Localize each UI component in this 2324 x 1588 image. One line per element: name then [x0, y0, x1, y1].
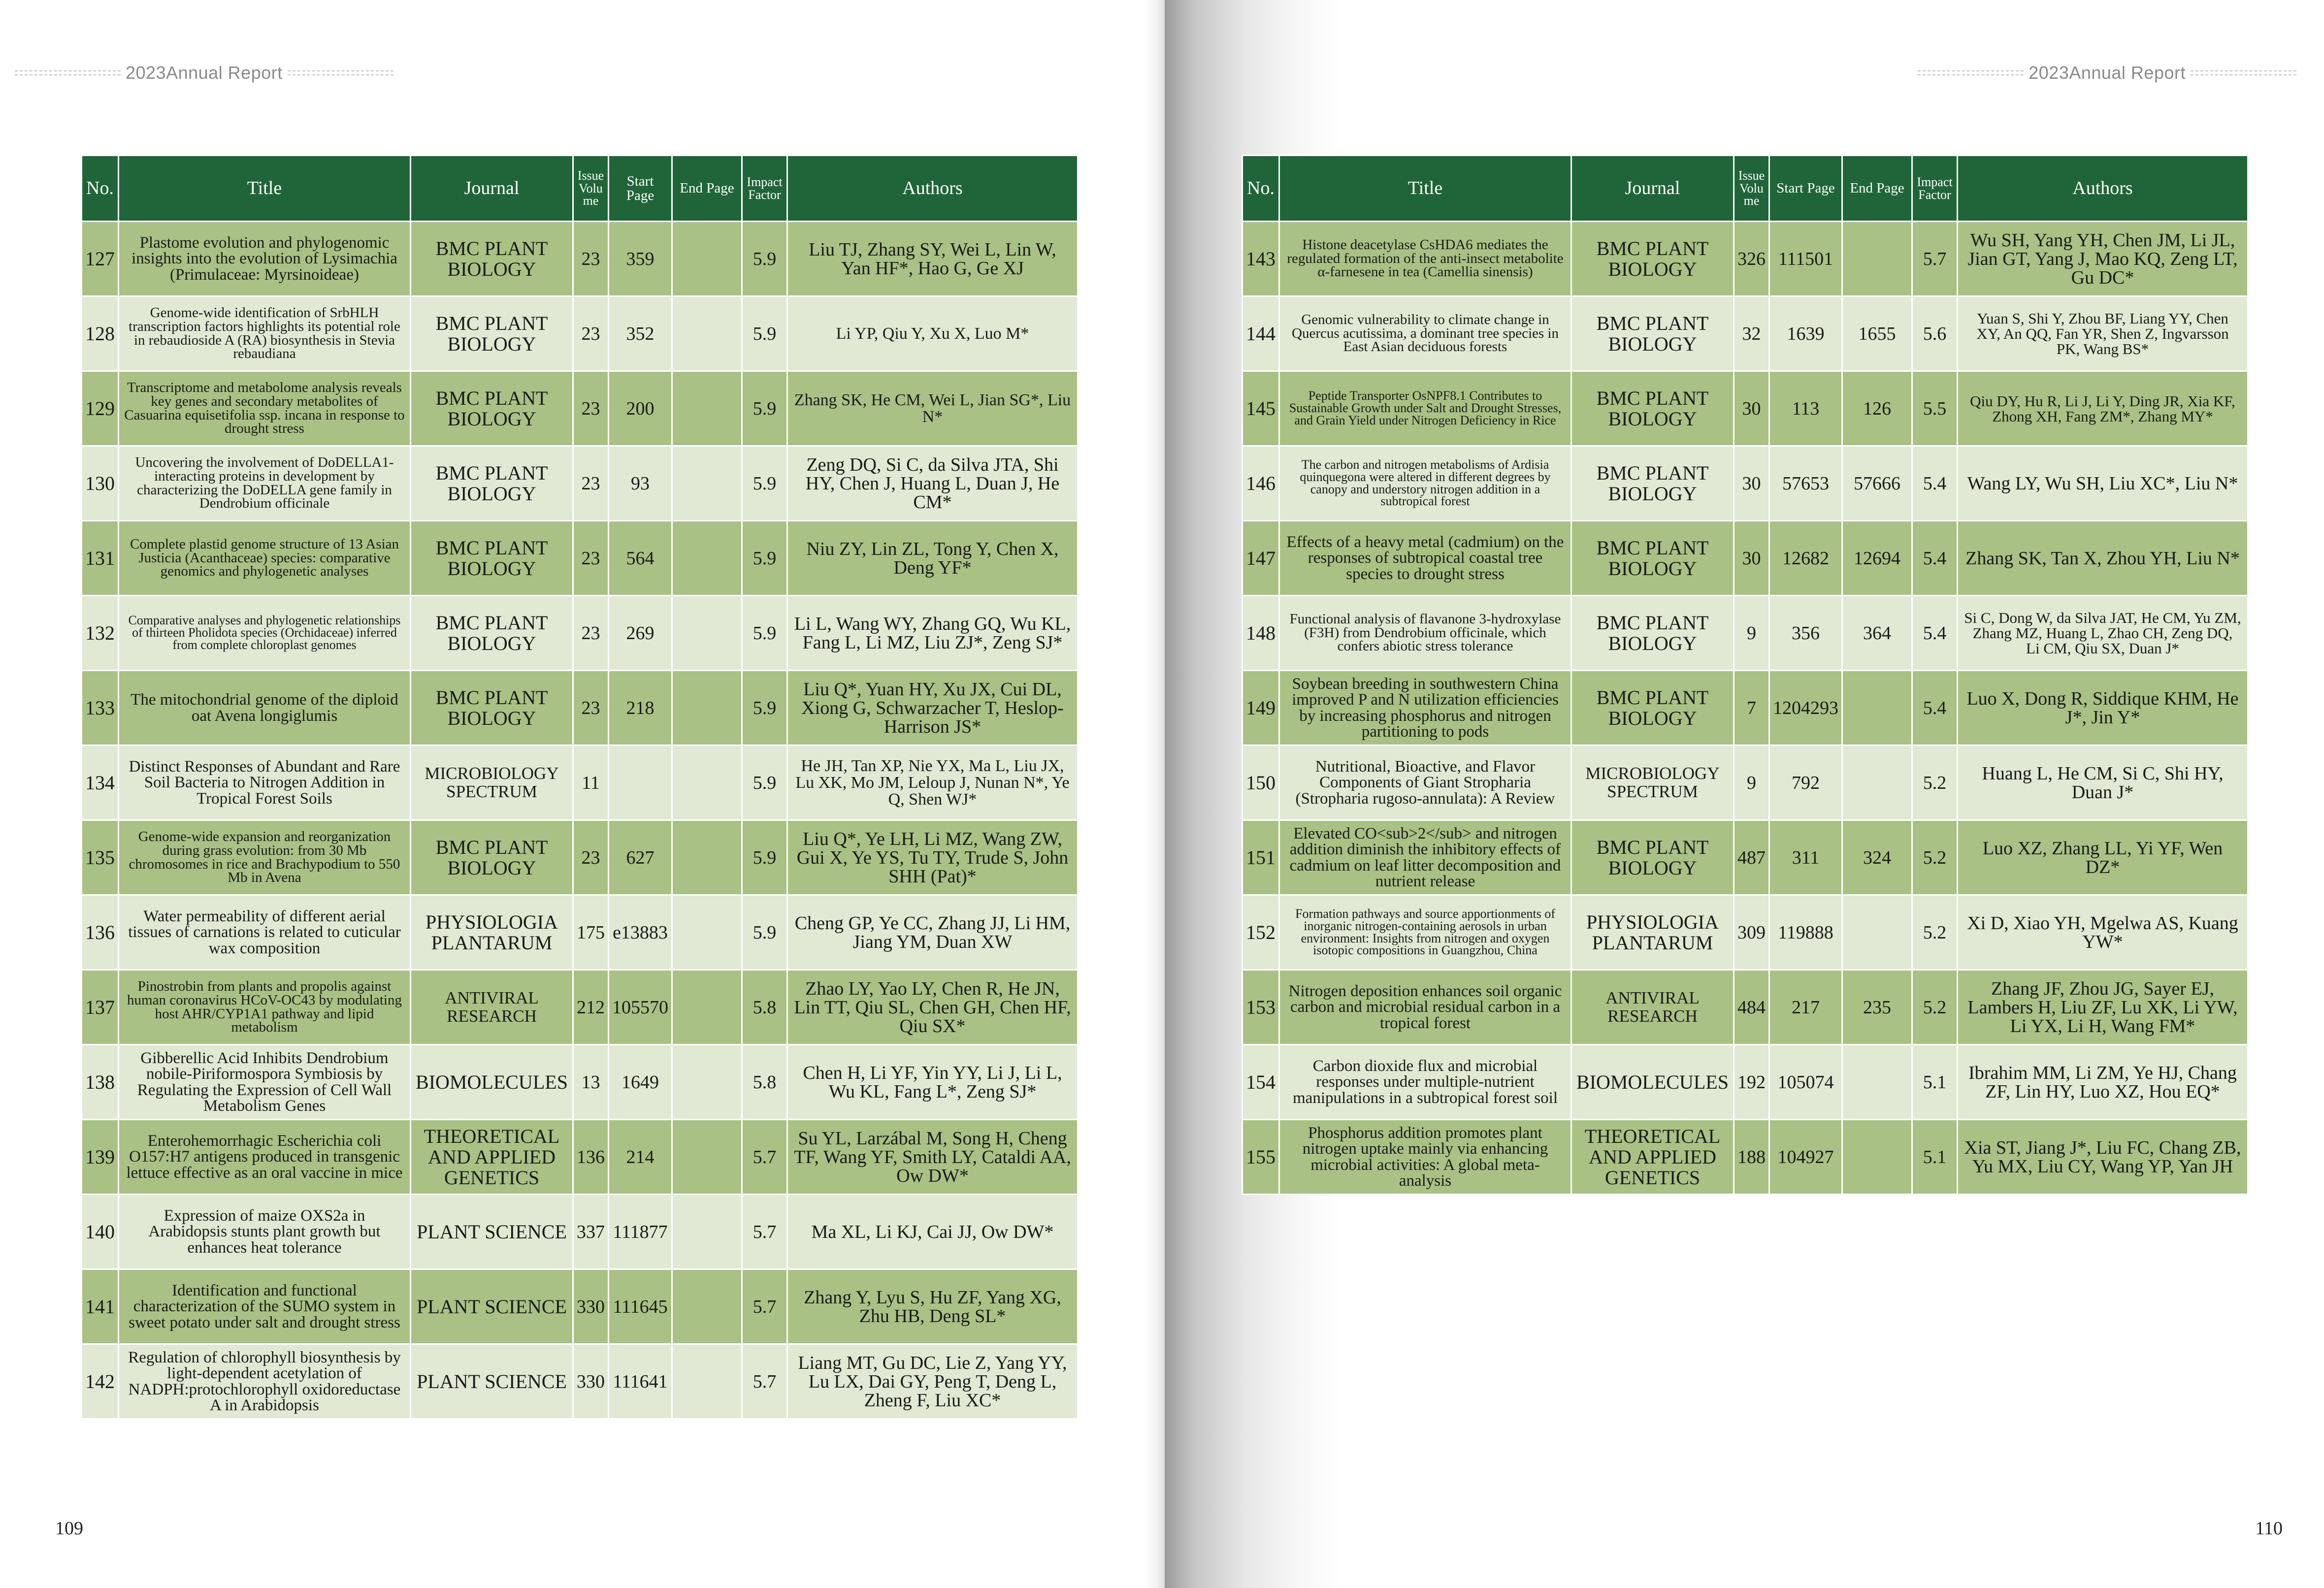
cell-no: 137	[82, 970, 119, 1045]
cell-end-page	[1842, 1045, 1912, 1120]
cell-issue: 330	[573, 1269, 609, 1344]
table-row	[82, 296, 1078, 371]
cell-start-page: 113	[1769, 371, 1842, 446]
cell-no: 139	[82, 1120, 119, 1195]
cell-start-page: 111501	[1769, 222, 1842, 296]
cell-authors: Qiu DY, Hu R, Li J, Li Y, Ding JR, Xia KF, Zhong XH, Fang ZM*, Zhang MY*	[1958, 371, 2248, 446]
cell-authors: Liu Q*, Yuan HY, Xu JX, Cui DL, Xiong G, Schwarzacher T, Heslop-Harrison JS*	[787, 671, 1078, 745]
cell-title: Genome-wide expansion and reorganization during grass evolution: from 30 Mb chromosomes in rice and Brachypodium to 550 Mb in Avena	[119, 820, 411, 895]
cell-start-page: 356	[1769, 596, 1842, 671]
right-page	[1165, 0, 2324, 1588]
cell-start-page: 119888	[1769, 895, 1842, 970]
cell-journal: BMC PLANT BIOLOGY	[1571, 446, 1734, 521]
cell-no: 133	[82, 671, 119, 745]
cell-end-page	[672, 446, 742, 521]
cell-no: 135	[82, 820, 119, 895]
cell-impact-factor: 5.9	[742, 222, 787, 296]
cell-issue: 23	[573, 296, 609, 371]
cell-title: Distinct Responses of Abundant and Rare Soil Bacteria to Nitrogen Addition in Tropical Forest Soils	[119, 745, 411, 820]
table-row	[82, 820, 1078, 895]
cell-start-page: 214	[609, 1120, 672, 1195]
col-header-journal: Journal	[1571, 156, 1734, 222]
cell-authors: Wang LY, Wu SH, Liu XC*, Liu N*	[1958, 446, 2248, 521]
cell-title: Functional analysis of flavanone 3-hydroxylase (F3H) from Dendrobium officinale, which confers abiotic stress tolerance	[1279, 596, 1571, 671]
cell-journal: BMC PLANT BIOLOGY	[411, 596, 573, 671]
cell-title: Comparative analyses and phylogenetic relationships of thirteen Pholidota species (Orchidaceae) inferred from complete chloroplast genomes	[119, 596, 411, 671]
cell-issue: 337	[573, 1195, 609, 1269]
cell-journal: PLANT SCIENCE	[411, 1269, 573, 1344]
cell-authors: Si C, Dong W, da Silva JAT, He CM, Yu ZM, Zhang MZ, Huang L, Zhao CH, Zeng DQ, Li CM, Qiu SX, Duan J*	[1958, 596, 2248, 671]
cell-end-page: 324	[1842, 820, 1912, 895]
cell-issue: 23	[573, 371, 609, 446]
cell-end-page	[672, 1045, 742, 1120]
cell-no: 140	[82, 1195, 119, 1269]
page-gutter-shadow	[1145, 0, 1165, 1588]
cell-start-page: 1204293	[1769, 671, 1842, 745]
table-row	[82, 1120, 1078, 1195]
cell-impact-factor: 5.2	[1912, 745, 1958, 820]
cell-no: 154	[1243, 1045, 1279, 1120]
cell-issue: 487	[1734, 820, 1769, 895]
table-row	[82, 222, 1078, 296]
col-header-start: Start Page	[609, 156, 672, 222]
cell-authors: Niu ZY, Lin ZL, Tong Y, Chen X, Deng YF*	[787, 521, 1078, 596]
cell-no: 147	[1243, 521, 1279, 596]
cell-impact-factor: 5.4	[1912, 521, 1958, 596]
cell-end-page	[1842, 1120, 1912, 1195]
cell-issue: 13	[573, 1045, 609, 1120]
table-row	[82, 970, 1078, 1045]
cell-impact-factor: 5.1	[1912, 1120, 1958, 1195]
report-title: 2023Annual Report	[126, 63, 283, 83]
cell-authors: Zeng DQ, Si C, da Silva JTA, Shi HY, Chen J, Huang L, Duan J, He CM*	[787, 446, 1078, 521]
cell-end-page	[672, 1120, 742, 1195]
cell-start-page: 792	[1769, 745, 1842, 820]
cell-issue: 9	[1734, 596, 1769, 671]
cell-journal: PLANT SCIENCE	[411, 1344, 573, 1419]
col-header-title: Title	[1279, 156, 1571, 222]
cell-authors: Huang L, He CM, Si C, Shi HY, Duan J*	[1958, 745, 2248, 820]
cell-start-page: 564	[609, 521, 672, 596]
cell-no: 141	[82, 1269, 119, 1344]
table-row	[82, 1045, 1078, 1120]
table-row	[82, 671, 1078, 745]
cell-start-page: 12682	[1769, 521, 1842, 596]
cell-title: Uncovering the involvement of DoDELLA1-interacting proteins in development by characterizing the DoDELLA gene family in Dendrobium officinale	[119, 446, 411, 521]
cell-impact-factor: 5.4	[1912, 671, 1958, 745]
cell-start-page: 218	[609, 671, 672, 745]
cell-issue: 30	[1734, 446, 1769, 521]
cell-title: Genomic vulnerability to climate change in Quercus acutissima, a dominant tree species in East Asian deciduous forests	[1279, 296, 1571, 371]
table-row	[82, 371, 1078, 446]
cell-authors: Yuan S, Shi Y, Zhou BF, Liang YY, Chen XY, An QQ, Fan YR, Shen Z, Ingvarsson PK, Wang BS*	[1958, 296, 2248, 371]
cell-impact-factor: 5.9	[742, 446, 787, 521]
col-header-impact: Impact Factor	[742, 156, 787, 222]
cell-impact-factor: 5.8	[742, 970, 787, 1045]
cell-authors: Xi D, Xiao YH, Mgelwa AS, Kuang YW*	[1958, 895, 2248, 970]
col-header-no: No.	[1243, 156, 1279, 222]
table-header-row	[82, 156, 1078, 222]
table-row	[1243, 222, 2248, 296]
table-row	[82, 596, 1078, 671]
col-header-impact: Impact Factor	[1912, 156, 1958, 222]
cell-title: Regulation of chlorophyll biosynthesis by light-dependent acetylation of NADPH:protochlorophyll oxidoreductase A in Arabidopsis	[119, 1344, 411, 1419]
cell-no: 150	[1243, 745, 1279, 820]
cell-issue: 175	[573, 895, 609, 970]
cell-end-page	[672, 1344, 742, 1419]
cell-no: 131	[82, 521, 119, 596]
table-row	[1243, 446, 2248, 521]
cell-title: Elevated CO<sub>2</sub> and nitrogen addition diminish the inhibitory effects of cadmium on leaf litter decomposition and nutrient release	[1279, 820, 1571, 895]
cell-impact-factor: 5.9	[742, 296, 787, 371]
cell-journal: PLANT SCIENCE	[411, 1195, 573, 1269]
cell-journal: PHYSIOLOGIA PLANTARUM	[411, 895, 573, 970]
cell-end-page	[672, 1195, 742, 1269]
cell-title: Transcriptome and metabolome analysis reveals key genes and secondary metabolites of Casuarina equisetifolia ssp. incana in response to drought stress	[119, 371, 411, 446]
table-header-row	[1243, 156, 2248, 222]
cell-authors: Liu Q*, Ye LH, Li MZ, Wang ZW, Gui X, Ye YS, Tu TY, Trude S, John SHH (Pat)*	[787, 820, 1078, 895]
cell-no: 136	[82, 895, 119, 970]
table-row	[1243, 745, 2248, 820]
cell-issue: 23	[573, 596, 609, 671]
cell-issue: 7	[1734, 671, 1769, 745]
cell-issue: 32	[1734, 296, 1769, 371]
cell-authors: Ma XL, Li KJ, Cai JJ, Ow DW*	[787, 1195, 1078, 1269]
cell-impact-factor: 5.2	[1912, 895, 1958, 970]
cell-impact-factor: 5.5	[1912, 371, 1958, 446]
cell-authors: Liu TJ, Zhang SY, Wei L, Lin W, Yan HF*, Hao G, Ge XJ	[787, 222, 1078, 296]
cell-end-page: 126	[1842, 371, 1912, 446]
table-row	[1243, 521, 2248, 596]
cell-impact-factor: 5.4	[1912, 596, 1958, 671]
cell-start-page: 311	[1769, 820, 1842, 895]
page-number: 110	[2255, 1518, 2283, 1539]
cell-title: Peptide Transporter OsNPF8.1 Contributes to Sustainable Growth under Salt and Drought Stresses, and Grain Yield under Nitrogen Deficiency in Rice	[1279, 371, 1571, 446]
table-row	[1243, 895, 2248, 970]
report-title: 2023Annual Report	[2029, 63, 2186, 83]
cell-no: 151	[1243, 820, 1279, 895]
cell-journal: BMC PLANT BIOLOGY	[411, 222, 573, 296]
cell-impact-factor: 5.9	[742, 820, 787, 895]
cell-title: Genome-wide identification of SrbHLH transcription factors highlights its potential role in rebaudioside A (RA) biosynthesis in Stevia rebaudiana	[119, 296, 411, 371]
table-row	[82, 1344, 1078, 1419]
publications-table	[81, 155, 1079, 1420]
cell-journal: BMC PLANT BIOLOGY	[411, 446, 573, 521]
col-header-end: End Page	[672, 156, 742, 222]
cell-journal: BMC PLANT BIOLOGY	[411, 371, 573, 446]
cell-impact-factor: 5.7	[742, 1344, 787, 1419]
cell-title: Pinostrobin from plants and propolis against human coronavirus HCoV-OC43 by modulating host AHR/CYP1A1 pathway and lipid metabolism	[119, 970, 411, 1045]
cell-title: Water permeability of different aerial tissues of carnations is related to cuticular wax composition	[119, 895, 411, 970]
cell-journal: BMC PLANT BIOLOGY	[1571, 596, 1734, 671]
cell-authors: Liang MT, Gu DC, Lie Z, Yang YY, Lu LX, Dai GY, Peng T, Deng L, Zheng F, Liu XC*	[787, 1344, 1078, 1419]
cell-issue: 136	[573, 1120, 609, 1195]
running-head	[15, 62, 393, 84]
cell-end-page	[1842, 895, 1912, 970]
table-row	[1243, 371, 2248, 446]
cell-journal: BMC PLANT BIOLOGY	[411, 296, 573, 371]
cell-title: Soybean breeding in southwestern China improved P and N utilization efficiencies by increasing phosphorus and nitrogen partitioning to pods	[1279, 671, 1571, 745]
cell-end-page	[672, 671, 742, 745]
col-header-issue: Issue Volu me	[573, 156, 609, 222]
cell-start-page: 57653	[1769, 446, 1842, 521]
cell-issue: 23	[573, 820, 609, 895]
cell-authors: Zhang SK, He CM, Wei L, Jian SG*, Liu N*	[787, 371, 1078, 446]
cell-authors: Xia ST, Jiang J*, Liu FC, Chang ZB, Yu MX, Liu CY, Wang YP, Yan JH	[1958, 1120, 2248, 1195]
cell-no: 144	[1243, 296, 1279, 371]
cell-no: 127	[82, 222, 119, 296]
cell-issue: 212	[573, 970, 609, 1045]
cell-title: Gibberellic Acid Inhibits Dendrobium nobile-Piriformospora Symbiosis by Regulating the Expression of Cell Wall Metabolism Genes	[119, 1045, 411, 1120]
cell-no: 142	[82, 1344, 119, 1419]
table-row	[1243, 296, 2248, 371]
cell-impact-factor: 5.9	[742, 371, 787, 446]
cell-title: Nitrogen deposition enhances soil organic carbon and microbial residual carbon in a tropical forest	[1279, 970, 1571, 1045]
cell-impact-factor: 5.7	[742, 1120, 787, 1195]
cell-start-page: e13883	[609, 895, 672, 970]
cell-impact-factor: 5.2	[1912, 970, 1958, 1045]
cell-journal: THEORETICAL AND APPLIED GENETICS	[411, 1120, 573, 1195]
cell-end-page	[672, 371, 742, 446]
cell-end-page	[672, 1269, 742, 1344]
cell-impact-factor: 5.7	[742, 1269, 787, 1344]
header-rule	[288, 70, 393, 75]
cell-end-page: 57666	[1842, 446, 1912, 521]
cell-impact-factor: 5.9	[742, 596, 787, 671]
cell-authors: Zhang JF, Zhou JG, Sayer EJ, Lambers H, Liu ZF, Lu XK, Li YW, Li YX, Li H, Wang FM*	[1958, 970, 2248, 1045]
running-head	[1918, 62, 2296, 84]
cell-issue: 188	[1734, 1120, 1769, 1195]
cell-impact-factor: 5.9	[742, 521, 787, 596]
cell-end-page: 364	[1842, 596, 1912, 671]
table-row	[82, 446, 1078, 521]
cell-authors: Zhang SK, Tan X, Zhou YH, Liu N*	[1958, 521, 2248, 596]
cell-issue: 484	[1734, 970, 1769, 1045]
cell-impact-factor: 5.8	[742, 1045, 787, 1120]
cell-end-page	[672, 820, 742, 895]
cell-issue: 23	[573, 222, 609, 296]
cell-end-page	[1842, 671, 1912, 745]
cell-authors: Li YP, Qiu Y, Xu X, Luo M*	[787, 296, 1078, 371]
cell-end-page	[1842, 745, 1912, 820]
cell-title: Phosphorus addition promotes plant nitrogen uptake mainly via enhancing microbial activities: A global meta-analysis	[1279, 1120, 1571, 1195]
publications-table	[1242, 155, 2249, 1195]
header-rule	[1918, 70, 2024, 75]
cell-end-page: 12694	[1842, 521, 1912, 596]
cell-end-page: 235	[1842, 970, 1912, 1045]
table-row	[1243, 671, 2248, 745]
page-number: 109	[55, 1518, 83, 1539]
cell-journal: BMC PLANT BIOLOGY	[1571, 820, 1734, 895]
cell-impact-factor: 5.2	[1912, 820, 1958, 895]
header-rule	[15, 70, 121, 75]
cell-title: Carbon dioxide flux and microbial responses under multiple-nutrient manipulations in a subtropical forest soil	[1279, 1045, 1571, 1120]
cell-impact-factor: 5.6	[1912, 296, 1958, 371]
cell-no: 128	[82, 296, 119, 371]
table-row	[82, 521, 1078, 596]
cell-no: 130	[82, 446, 119, 521]
cell-impact-factor: 5.4	[1912, 446, 1958, 521]
cell-no: 148	[1243, 596, 1279, 671]
cell-impact-factor: 5.7	[742, 1195, 787, 1269]
cell-start-page	[609, 745, 672, 820]
cell-authors: Luo X, Dong R, Siddique KHM, He J*, Jin Y*	[1958, 671, 2248, 745]
cell-journal: ANTIVIRAL RESEARCH	[411, 970, 573, 1045]
cell-start-page: 105074	[1769, 1045, 1842, 1120]
cell-no: 138	[82, 1045, 119, 1120]
cell-end-page	[672, 596, 742, 671]
cell-journal: BMC PLANT BIOLOGY	[411, 521, 573, 596]
cell-end-page	[672, 745, 742, 820]
col-header-journal: Journal	[411, 156, 573, 222]
cell-start-page: 200	[609, 371, 672, 446]
cell-end-page	[1842, 222, 1912, 296]
cell-title: Complete plastid genome structure of 13 Asian Justicia (Acanthaceae) species: comparative genomics and phylogenetic analyses	[119, 521, 411, 596]
cell-no: 152	[1243, 895, 1279, 970]
cell-issue: 23	[573, 521, 609, 596]
cell-title: Identification and functional characterization of the SUMO system in sweet potato under salt and drought stress	[119, 1269, 411, 1344]
cell-journal: PHYSIOLOGIA PLANTARUM	[1571, 895, 1734, 970]
cell-journal: BMC PLANT BIOLOGY	[1571, 296, 1734, 371]
cell-journal: MICROBIOLOGY SPECTRUM	[411, 745, 573, 820]
cell-start-page: 1649	[609, 1045, 672, 1120]
cell-impact-factor: 5.9	[742, 671, 787, 745]
cell-start-page: 269	[609, 596, 672, 671]
cell-start-page: 105570	[609, 970, 672, 1045]
cell-journal: BMC PLANT BIOLOGY	[411, 671, 573, 745]
col-header-title: Title	[119, 156, 411, 222]
cell-start-page: 217	[1769, 970, 1842, 1045]
cell-title: Effects of a heavy metal (cadmium) on the responses of subtropical coastal tree species to drought stress	[1279, 521, 1571, 596]
header-rule	[2191, 70, 2296, 75]
cell-start-page: 104927	[1769, 1120, 1842, 1195]
cell-authors: Zhao LY, Yao LY, Chen R, He JN, Lin TT, Qiu SL, Chen GH, Chen HF, Qiu SX*	[787, 970, 1078, 1045]
cell-authors: Zhang Y, Lyu S, Hu ZF, Yang XG, Zhu HB, Deng SL*	[787, 1269, 1078, 1344]
cell-end-page	[672, 895, 742, 970]
table-row	[82, 1195, 1078, 1269]
cell-no: 153	[1243, 970, 1279, 1045]
cell-impact-factor: 5.9	[742, 895, 787, 970]
cell-authors: Luo XZ, Zhang LL, Yi YF, Wen DZ*	[1958, 820, 2248, 895]
cell-journal: BMC PLANT BIOLOGY	[1571, 222, 1734, 296]
cell-start-page: 93	[609, 446, 672, 521]
cell-issue: 23	[573, 671, 609, 745]
cell-end-page	[672, 521, 742, 596]
cell-no: 132	[82, 596, 119, 671]
cell-title: The carbon and nitrogen metabolisms of Ardisia quinquegona were altered in different degrees by canopy and understory nitrogen addition in a subtropical forest	[1279, 446, 1571, 521]
cell-no: 155	[1243, 1120, 1279, 1195]
cell-no: 143	[1243, 222, 1279, 296]
cell-issue: 30	[1734, 521, 1769, 596]
cell-issue: 309	[1734, 895, 1769, 970]
cell-journal: BMC PLANT BIOLOGY	[1571, 371, 1734, 446]
cell-start-page: 111645	[609, 1269, 672, 1344]
cell-end-page	[672, 222, 742, 296]
cell-impact-factor: 5.9	[742, 745, 787, 820]
col-header-authors: Authors	[1958, 156, 2248, 222]
cell-title: Enterohemorrhagic Escherichia coli O157:H7 antigens produced in transgenic lettuce effective as an oral vaccine in mice	[119, 1120, 411, 1195]
cell-title: The mitochondrial genome of the diploid oat Avena longiglumis	[119, 671, 411, 745]
cell-no: 149	[1243, 671, 1279, 745]
cell-journal: BMC PLANT BIOLOGY	[1571, 521, 1734, 596]
col-header-start: Start Page	[1769, 156, 1842, 222]
cell-journal: BMC PLANT BIOLOGY	[1571, 671, 1734, 745]
cell-journal: BIOMOLECULES	[411, 1045, 573, 1120]
col-header-issue: Issue Volu me	[1734, 156, 1769, 222]
cell-start-page: 111877	[609, 1195, 672, 1269]
table-row	[1243, 970, 2248, 1045]
cell-no: 145	[1243, 371, 1279, 446]
cell-journal: ANTIVIRAL RESEARCH	[1571, 970, 1734, 1045]
table-row	[82, 1269, 1078, 1344]
cell-start-page: 627	[609, 820, 672, 895]
cell-authors: Chen H, Li YF, Yin YY, Li J, Li L, Wu KL, Fang L*, Zeng SJ*	[787, 1045, 1078, 1120]
table-row	[82, 745, 1078, 820]
col-header-no: No.	[82, 156, 119, 222]
cell-start-page: 111641	[609, 1344, 672, 1419]
cell-authors: Ibrahim MM, Li ZM, Ye HJ, Chang ZF, Lin HY, Luo XZ, Hou EQ*	[1958, 1045, 2248, 1120]
cell-start-page: 352	[609, 296, 672, 371]
cell-journal: MICROBIOLOGY SPECTRUM	[1571, 745, 1734, 820]
table-row	[1243, 1120, 2248, 1195]
cell-no: 134	[82, 745, 119, 820]
table-row	[1243, 820, 2248, 895]
cell-impact-factor: 5.1	[1912, 1045, 1958, 1120]
cell-journal: BMC PLANT BIOLOGY	[411, 820, 573, 895]
cell-issue: 326	[1734, 222, 1769, 296]
cell-title: Nutritional, Bioactive, and Flavor Components of Giant Stropharia (Stropharia rugoso-annulata): A Review	[1279, 745, 1571, 820]
cell-issue: 9	[1734, 745, 1769, 820]
cell-title: Expression of maize OXS2a in Arabidopsis stunts plant growth but enhances heat tolerance	[119, 1195, 411, 1269]
cell-start-page: 359	[609, 222, 672, 296]
cell-end-page	[672, 296, 742, 371]
cell-journal: THEORETICAL AND APPLIED GENETICS	[1571, 1120, 1734, 1195]
cell-issue: 30	[1734, 371, 1769, 446]
cell-no: 146	[1243, 446, 1279, 521]
cell-end-page: 1655	[1842, 296, 1912, 371]
col-header-authors: Authors	[787, 156, 1078, 222]
cell-impact-factor: 5.7	[1912, 222, 1958, 296]
cell-start-page: 1639	[1769, 296, 1842, 371]
table-row	[1243, 596, 2248, 671]
cell-authors: Cheng GP, Ye CC, Zhang JJ, Li HM, Jiang YM, Duan XW	[787, 895, 1078, 970]
cell-authors: Li L, Wang WY, Zhang GQ, Wu KL, Fang L, Li MZ, Liu ZJ*, Zeng SJ*	[787, 596, 1078, 671]
cell-issue: 11	[573, 745, 609, 820]
cell-issue: 23	[573, 446, 609, 521]
cell-journal: BIOMOLECULES	[1571, 1045, 1734, 1120]
cell-end-page	[672, 970, 742, 1045]
cell-issue: 330	[573, 1344, 609, 1419]
cell-issue: 192	[1734, 1045, 1769, 1120]
cell-title: Formation pathways and source apportionments of inorganic nitrogen-containing aerosols in urban environment: Insights from nitrogen and oxygen isotopic compositions in Guangzhou, China	[1279, 895, 1571, 970]
table-row	[1243, 1045, 2248, 1120]
cell-authors: He JH, Tan XP, Nie YX, Ma L, Liu JX, Lu XK, Mo JM, Leloup J, Nunan N*, Ye Q, Shen WJ*	[787, 745, 1078, 820]
cell-title: Histone deacetylase CsHDA6 mediates the regulated formation of the anti-insect metabolite α-farnesene in tea (Camellia sinensis)	[1279, 222, 1571, 296]
cell-title: Plastome evolution and phylogenomic insights into the evolution of Lysimachia (Primulaceae: Myrsinoideae)	[119, 222, 411, 296]
cell-authors: Su YL, Larzábal M, Song H, Cheng TF, Wang YF, Smith LY, Cataldi AA, Ow DW*	[787, 1120, 1078, 1195]
col-header-end: End Page	[1842, 156, 1912, 222]
cell-no: 129	[82, 371, 119, 446]
table-row	[82, 895, 1078, 970]
cell-authors: Wu SH, Yang YH, Chen JM, Li JL, Jian GT, Yang J, Mao KQ, Zeng LT, Gu DC*	[1958, 222, 2248, 296]
